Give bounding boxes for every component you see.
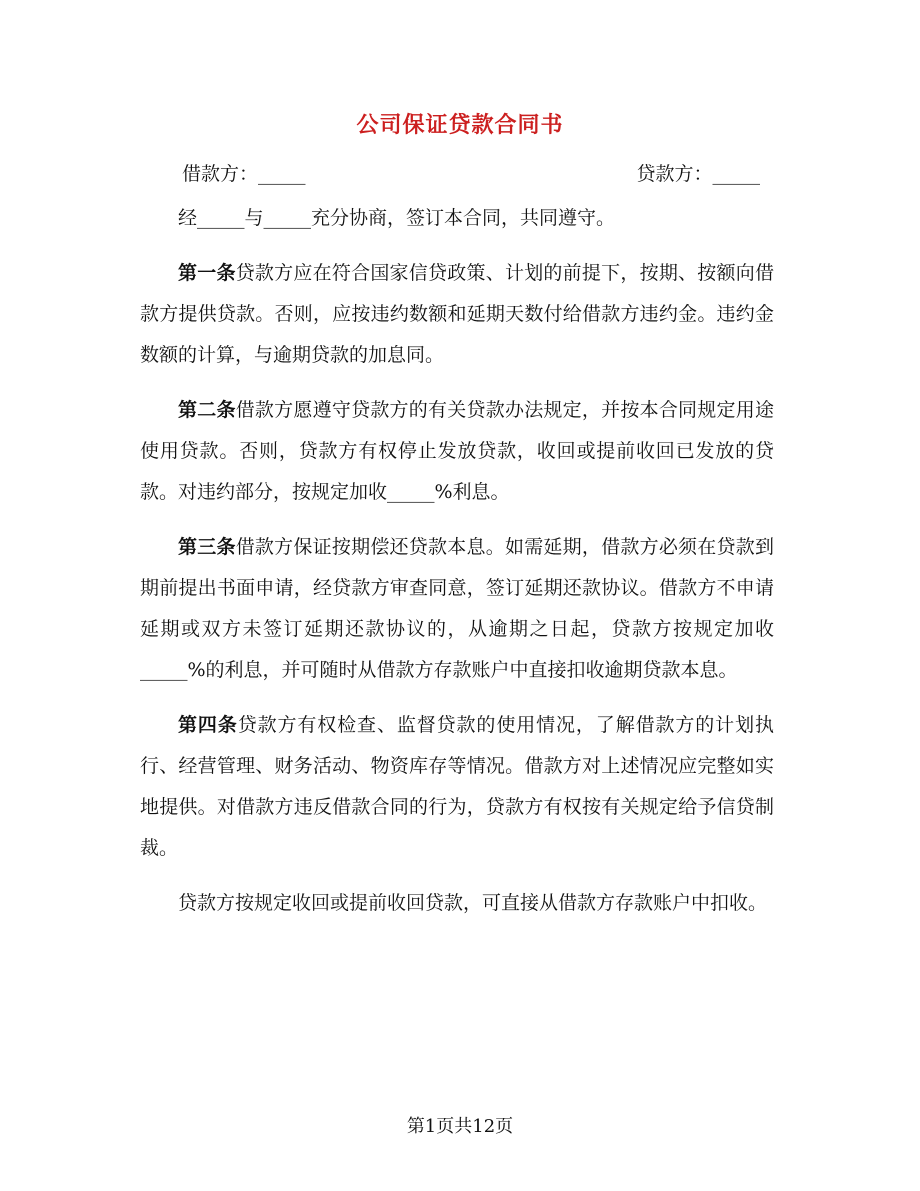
intro-paragraph: 经_____与_____充分协商，签订本合同，共同遵守。 xyxy=(178,207,616,229)
article-1-heading: 第一条 xyxy=(178,262,236,284)
lender-field: 贷款方：_____ xyxy=(636,163,760,185)
article-1 xyxy=(140,253,774,376)
contract-body xyxy=(140,198,774,938)
article-1-text: 贷款方应在符合国家信贷政策、计划的前提下，按期、按额向借款方提供贷款。否则，应按违约数额和延期天数付给借款方违约金。违约金数额的计算，与逾期贷款的加息同。 xyxy=(140,262,774,366)
article-4 xyxy=(140,705,774,869)
article-2-heading: 第二条 xyxy=(178,399,236,421)
article-3 xyxy=(140,527,774,691)
article-2 xyxy=(140,390,774,513)
page-indicator: 第1页共12页 xyxy=(406,1116,514,1137)
borrower-field: 借款方：_____ xyxy=(182,163,306,185)
document-title: 公司保证贷款合同书 xyxy=(356,112,564,138)
article-4-text: 贷款方有权检查、监督贷款的使用情况，了解借款方的计划执行、经营管理、财务活动、物资库存等情况。借款方对上述情况应完整如实地提供。对借款方违反借款合同的行为，贷款方有权按有关规定给予信贷制裁。 xyxy=(140,714,774,859)
parties-line xyxy=(182,158,760,190)
article-3-text: 借款方保证按期偿还贷款本息。如需延期，借款方必须在贷款到期前提出书面申请，经贷款方审查同意，签订延期还款协议。借款方不申请延期或双方未签订延期还款协议的，从逾期之日起，贷款方按规定加收_____%的利息，并可随时从借款方存款账户中直接扣收逾期贷款本息。 xyxy=(140,536,774,681)
article-2-text: 借款方愿遵守贷款方的有关贷款办法规定，并按本合同规定用途使用贷款。否则，贷款方有权停止发放贷款，收回或提前收回已发放的贷款。对违约部分，按规定加收_____%利息。 xyxy=(140,399,774,503)
article-4-heading: 第四条 xyxy=(178,714,238,736)
article-3-heading: 第三条 xyxy=(178,536,236,558)
closing-paragraph: 贷款方按规定收回或提前收回贷款，可直接从借款方存款账户中扣收。 xyxy=(178,892,768,914)
